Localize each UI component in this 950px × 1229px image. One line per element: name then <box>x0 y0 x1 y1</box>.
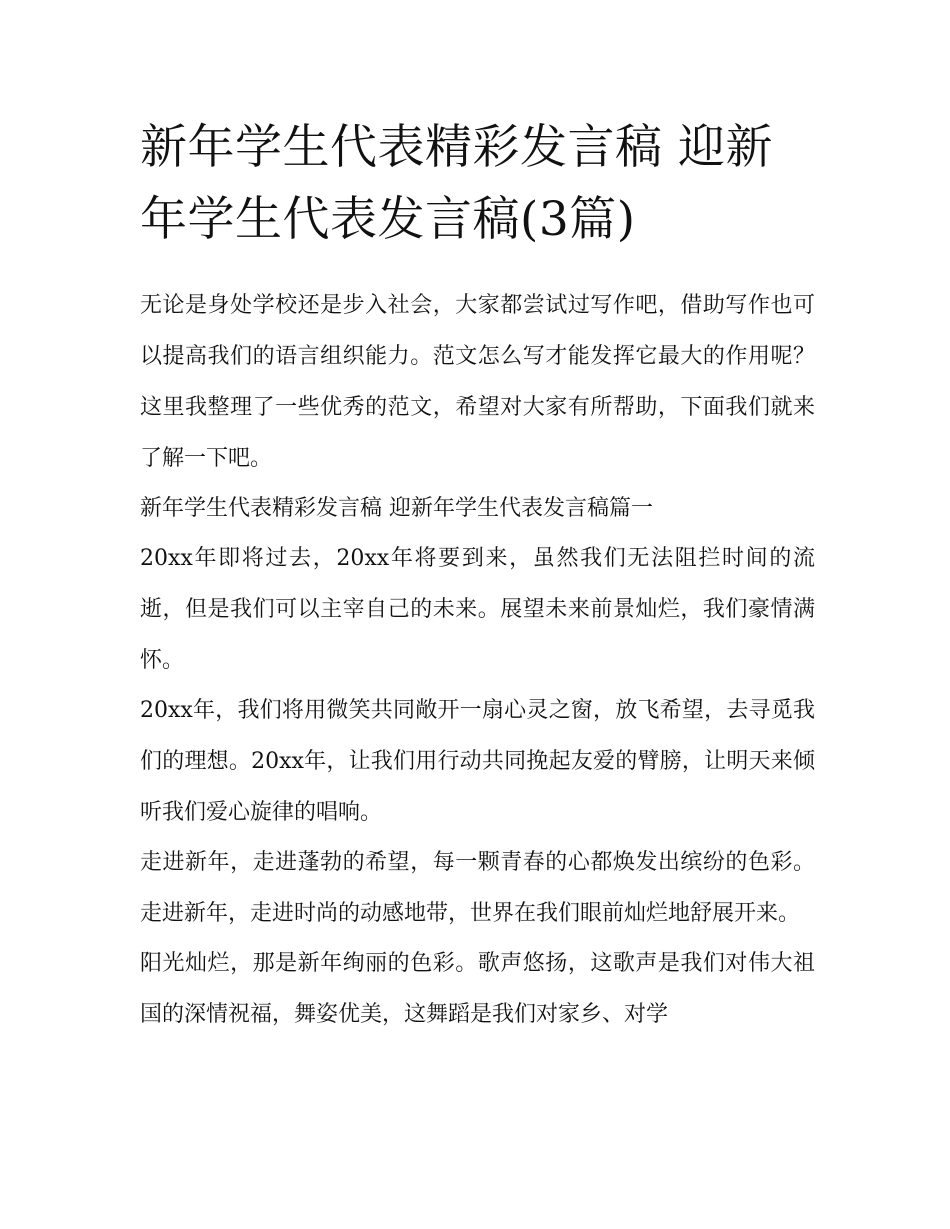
document-title: 新年学生代表精彩发言稿 迎新年学生代表发言稿(3篇) <box>140 120 773 247</box>
section-heading: 新年学生代表精彩发言稿 迎新年学生代表发言稿篇一 <box>140 496 653 521</box>
body-paragraph: 20xx年，我们将用微笑共同敞开一扇心灵之窗，放飞希望，去寻觅我们的理想。20xx年，让我们用行动共同挽起友爱的臂膀，让明天来倾听我们爱心旋律的唱响。 <box>140 698 815 825</box>
body-paragraph: 20xx年即将过去，20xx年将要到来，虽然我们无法阻拦时间的流逝，但是我们可以主宰自己的未来。展望未来前景灿烂，我们豪情满怀。 <box>140 546 815 673</box>
body-paragraph: 走进新年，走进蓬勃的希望，每一颗青春的心都焕发出缤纷的色彩。走进新年，走进时尚的动感地带，世界在我们眼前灿烂地舒展开来。 <box>140 850 815 926</box>
document-body <box>140 112 815 1039</box>
intro-paragraph: 无论是身处学校还是步入社会，大家都尝试过写作吧，借助写作也可以提高我们的语言组织能力。范文怎么写才能发挥它最大的作用呢？这里我整理了一些优秀的范文，希望对大家有所帮助，下面我们就来了解一下吧。 <box>140 293 815 471</box>
body-paragraph: 阳光灿烂，那是新年绚丽的色彩。歌声悠扬，这歌声是我们对伟大祖国的深情祝福，舞姿优美，这舞蹈是我们对家乡、对学 <box>140 951 815 1027</box>
